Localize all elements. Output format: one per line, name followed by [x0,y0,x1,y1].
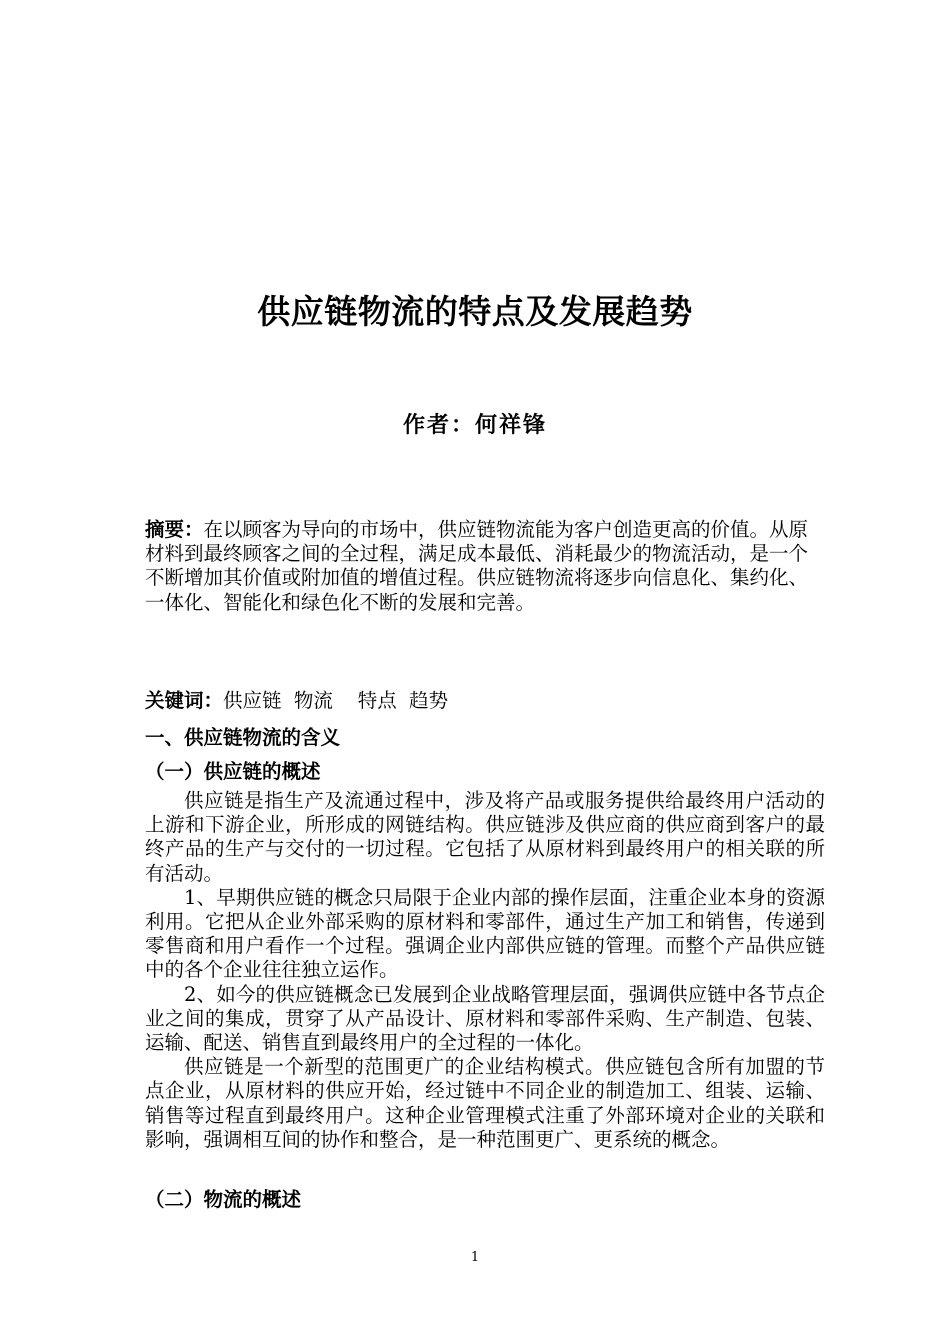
body-text [145,789,825,1152]
author-line: 作者：何祥锋 [402,413,547,438]
paragraph: 供应链是指生产及流通过程中，涉及将产品或服务提供给最终用户活动的上游和下游企业，所形成的网链结构。供应链涉及供应商的供应商到客户的最终产品的生产与交付的一切过程。它包括了从原材料到最终用户的相关联的所有活动。 [145,789,825,885]
keywords-text: 供应链 物流 特点 趋势 [223,689,449,712]
document-title: 供应链物流的特点及发展趋势 [257,292,693,331]
paragraph: 供应链是一个新型的范围更广的企业结构模式。供应链包含所有加盟的节点企业，从原材料的供应开始，经过链中不同企业的制造加工、组装、运输、销售等过程直到最终用户。这种企业管理模式注重了外部环境对企业的关联和影响，强调相互间的协作和整合，是一种范围更广、更系统的概念。 [145,1055,825,1151]
paragraph: 2、如今的供应链概念已发展到企业战略管理层面，强调供应链中各节点企业之间的集成，贯穿了从产品设计、原材料和零部件采购、生产制造、包装、运输、配送、销售直到最终用户的全过程的一体化。 [145,982,825,1055]
paragraph: 1、早期供应链的概念只局限于企业内部的操作层面，注重企业本身的资源利用。它把从企业外部采购的原材料和零部件，通过生产加工和销售，传递到零售商和用户看作一个过程。强调企业内部供应链的管理。而整个产品供应链中的各个企业往往独立运作。 [145,885,825,982]
abstract [145,518,825,615]
abstract-label: 摘要： [145,518,204,541]
subsection-heading: （一）供应链的概述 [145,760,321,783]
page-number: 1 [470,1250,480,1265]
keywords-label: 关键词： [145,689,224,712]
abstract-text: 在以顾客为导向的市场中，供应链物流能为客户创造更高的价值。从原材料到最终顾客之间的全过程，满足成本最低、消耗最少的物流活动，是一个不断增加其价值或附加值的增值过程。供应链物流将逐步向信息化、集约化、一体化、智能化和绿色化不断的发展和完善。 [145,518,809,614]
section-heading: 一、供应链物流的含义 [145,726,341,749]
subsection-heading-2: （二）物流的概述 [145,1188,302,1211]
keywords [145,689,825,713]
